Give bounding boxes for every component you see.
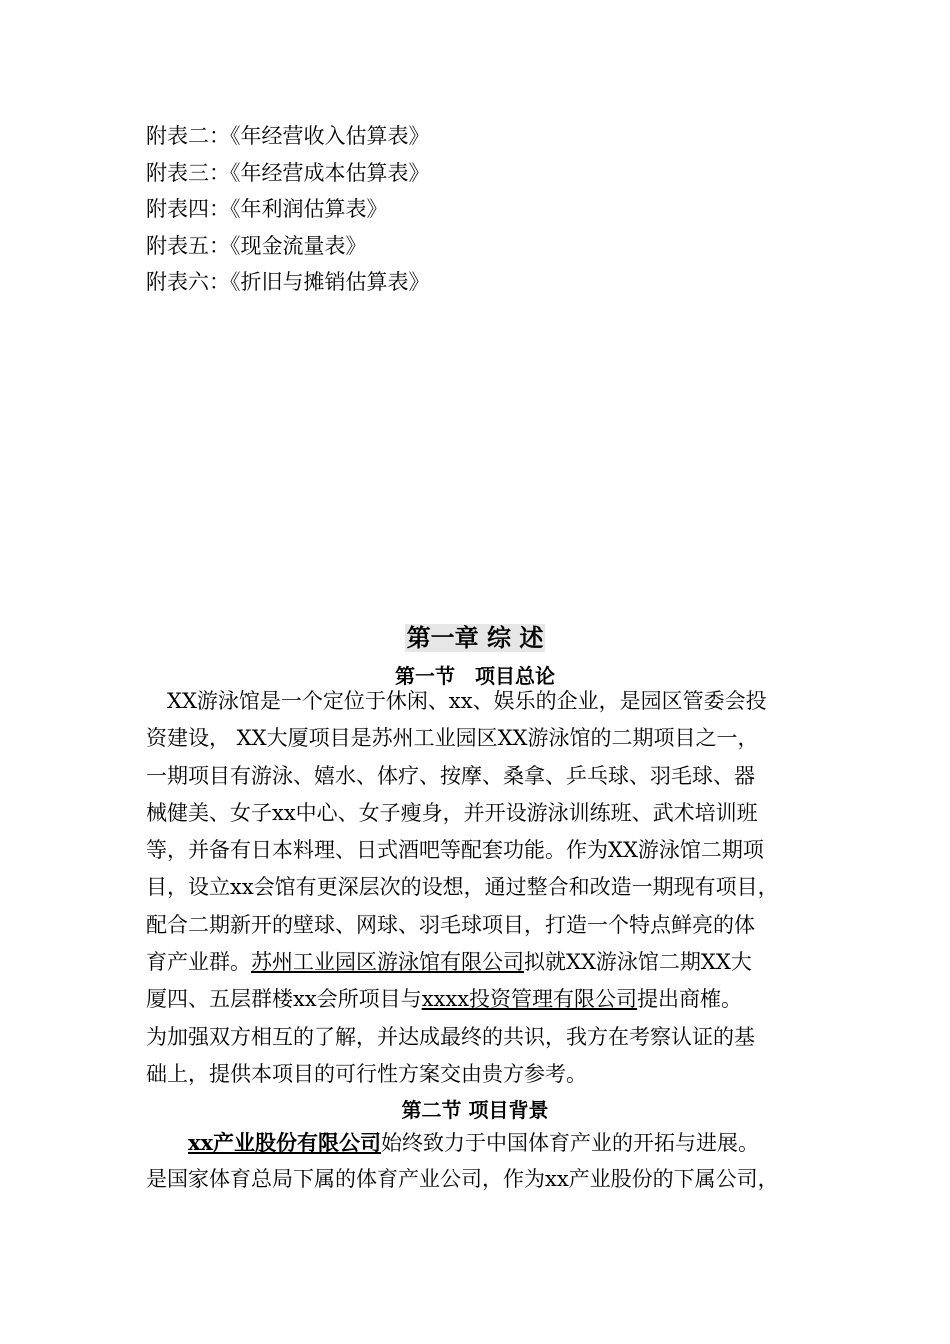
paragraph-line: 械健美、女子xx中心、女子瘦身，并开设游泳训练班、武术培训班 <box>146 800 758 825</box>
paragraph-line: 等，并备有日本料理、日式酒吧等配套功能。作为XX游泳馆二期项 <box>146 838 764 863</box>
paragraph-line: XX游泳馆是一个定位于休闲、xx、娱乐的企业，是园区管委会投 <box>146 689 767 713</box>
appendix-item: 附表二：《年经营收入估算表》 <box>146 124 430 148</box>
section-body-paragraph <box>146 1124 808 1199</box>
paragraph-line <box>146 1124 808 1161</box>
paragraph-line <box>146 944 808 981</box>
appendix-item: 附表五：《现金流量表》 <box>146 233 367 258</box>
text-segment: 始终致力于中国体育产业的开拓与进展。 <box>381 1131 760 1155</box>
paragraph-line: 一期项目有游泳、嬉水、体疗、按摩、桑拿、乒乓球、羽毛球、器 <box>146 763 755 788</box>
text-segment: 厦四、五层群楼xx会所项目与 <box>146 987 422 1012</box>
text-segment: 拟就XX游泳馆二期XX大 <box>524 950 752 975</box>
paragraph-line: 配合二期新开的壁球、网球、羽毛球项目，打造一个特点鲜亮的体 <box>146 912 755 937</box>
chapter-title <box>0 620 950 656</box>
section-title: 第一节 项目总论 <box>395 664 555 688</box>
paragraph-line: 础上，提供本项目的可行性方案交由贵方参考。 <box>146 1061 587 1086</box>
paragraph-line: 是国家体育总局下属的体育产业公司，作为xx产业股份的下属公司， <box>146 1167 779 1192</box>
company-name-underlined: xxxx投资管理有限公司 <box>421 987 638 1012</box>
appendix-item: 附表三：《年经营成本估算表》 <box>146 160 430 185</box>
paragraph-line: 目，设立xx会馆有更深层次的设想，通过整合和改造一期现有项目， <box>146 875 779 900</box>
appendix-list <box>146 118 806 301</box>
company-name-underlined: xx产业股份有限公司 <box>188 1130 382 1155</box>
company-name-underlined: 苏州工业园区游泳馆有限公司 <box>251 950 524 975</box>
text-segment: 提出商榷。 <box>637 987 743 1012</box>
chapter-title-text: 第一章 综 述 <box>406 624 544 652</box>
appendix-item: 附表四：《年利润估算表》 <box>146 197 388 221</box>
appendix-item: 附表六：《折旧与摊销估算表》 <box>146 270 430 294</box>
paragraph-line: 资建设， XX大厦项目是苏州工业园区XX游泳馆的二期项目之一， <box>146 726 759 751</box>
text-segment: 育产业群。 <box>146 950 251 975</box>
section-title: 第二节 项目背景 <box>401 1098 549 1122</box>
indent <box>146 1131 188 1155</box>
paragraph-line <box>146 981 808 1018</box>
section-body-paragraph <box>146 683 808 1093</box>
paragraph-line: 为加强双方相互的了解，并达成最终的共识，我方在考察认证的基 <box>146 1024 755 1049</box>
